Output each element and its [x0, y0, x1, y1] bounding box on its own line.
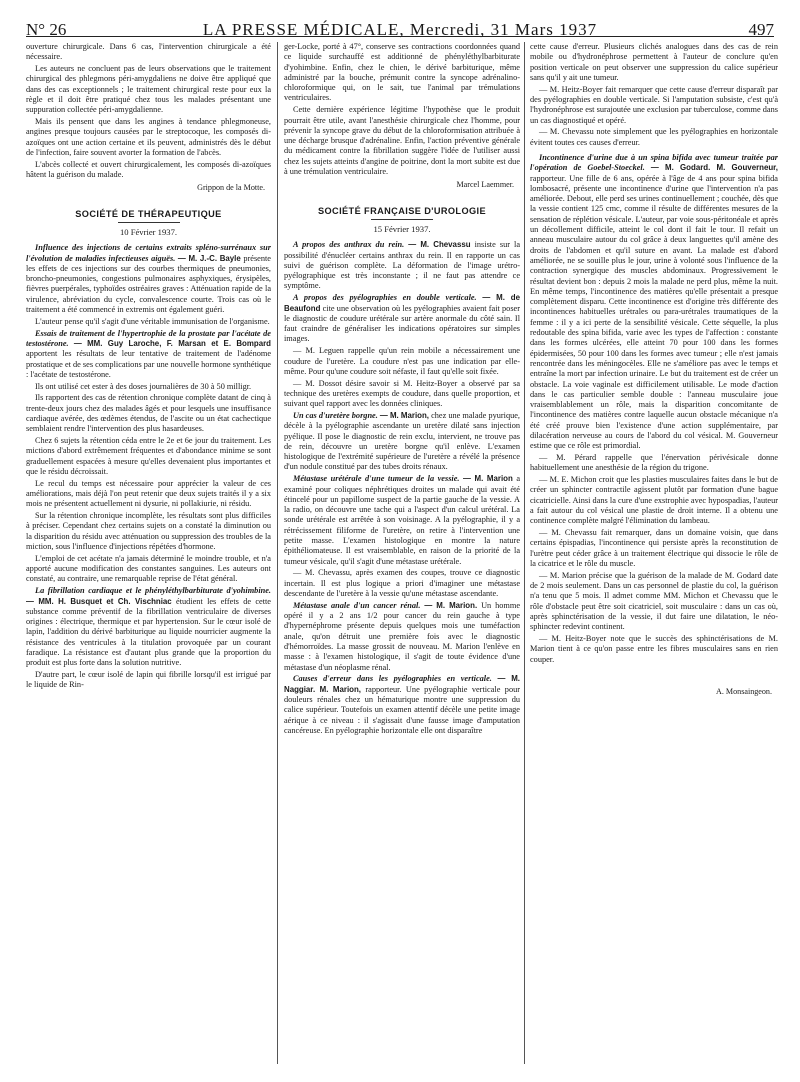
paragraph: Sur la rétention chronique incomplète, les résultats sont plus difficiles à préciser. Cependant chez certains sujets on a constaté la diminution ou la disparition du résidu avec atténuation ou suppression des troubles de la miction, sous l'influence d'injections répétées d'hormone.: [26, 511, 271, 552]
article-author: — M. Godard. M. Gouverneur,: [650, 163, 778, 173]
article-text: insiste sur la possibilité d'énucléer certains anthrax du rein. Il en rapporte un cas suivi de guérison complète. La déformation de l'image urétro-pyélographique est très inconstante ; il ne faut pas attendre ce symptôme.: [284, 240, 520, 291]
article-text: apportent les résultats de leur tentative de traitement de l'adénome prostatique et de ses complications par une nouvelle hormone synthétique : l'acétate de testostérone.: [26, 349, 271, 379]
article-author: — M. Marion,: [379, 411, 429, 420]
section-rule: [371, 219, 433, 220]
article: [26, 243, 271, 315]
section-rule: [118, 222, 180, 223]
paragraph: cette cause d'erreur. Plusieurs clichés analogues dans des cas de rein mobile ou d'hydronéphrose permettent à l'auteur de conclure qu'en position verticale on peut observer une suppression du calice supérieur sans qu'il y ait une tumeur.: [530, 42, 778, 82]
paragraph: Cette dernière expérience légitime l'hypothèse que le produit pourrait être utile, avant l'anesthésie chirurgicale chez l'homme, pour prévenir la syncope grave du début de la chloroformisation attribuée à une décharge brusque d'adrénaline. Enfin, l'action préventive générale du médicament contre la fibrillation suggère l'idée de l'utiliser aussi chez les sujets atteints d'angine de poitrine, dont la mort subite est due à une trémulation ventriculaire.: [284, 105, 520, 177]
article-text: cite une observation où les pyélographies avaient fait poser le diagnostic de coudure urétérale sur artère anormale du côté sain. Il faut craindre de généraliser les indications opératoires sur simples images.: [284, 303, 520, 344]
article-author: — M. Marion: [463, 474, 513, 484]
paragraph: Chez 6 sujets la rétention céda entre le 2e et 6e jour du traitement. Les mictions d'abord extrêmement fréquentes et d'abondance minime se sont graduellement espacées à mesure qu'elles devenaient plus importantes et que le résidu décroissait.: [26, 436, 271, 476]
article-author: — MM. H. Busquet et Ch. Vischniac: [26, 596, 172, 606]
article-author: — MM. Guy Laroche, F. Marsan et E. Bompard: [73, 338, 271, 348]
author-signature: Grippon de la Motte.: [197, 183, 265, 193]
article-author: — M. de Beaufond: [284, 293, 520, 313]
article: [26, 586, 271, 668]
article-text: présente les effets de ces injections sur des courbes thermiques de pneumonies, broncho-pneumonies, congestions pulmonaires asphyxiques, érysipèles, fièvres puerpérales, typhoïdes ostréaires graves : Atténuation rapide de la virulence, abréviation du cycle, convalescence courte. Trois cas où le traitement a été commencé in extremis ont également guéri.: [26, 253, 271, 315]
article-text: Un homme opéré il y a 2 ans 1/2 pour cancer du rein gauche à type d'hypernéphrome présente depuis quelques mois une tuméfaction anale, qu'on détruit une première fois avec le diagnostic d'hémorroïdes. La masse grossit de nouveau. M. Marion l'enlève en masse : à l'examen histologique, il s'agit de toute évidence d'une métastase d'un néoplasme rénal.: [284, 600, 520, 672]
page-number: 497: [748, 20, 774, 39]
paragraph: L'emploi de cet acétate n'a jamais déterminé le moindre trouble, et n'a apporté aucune modification des constantes sanguines. Les auteurs ont constaté, au contraire, une remarquable reprise de l'état général.: [26, 553, 271, 584]
article: [284, 674, 520, 736]
paragraph: — M. Dossot désire savoir si M. Heitz-Boyer a observé par sa technique des uretères exempts de coudure, dans quelle proportion, et suivant quel rapport avec les données cliniques.: [284, 378, 520, 409]
article-text: rapporteur. Une pyélographie verticale pour douleurs rénales chez un hématurique montre une suppression du calice supérieur. Toutefois un examen attentif décèle une petite image aérique à ce niveau : il s'agissait d'une fausse image d'amputation cancéreuse. En pyélographie horizontale elle ont disparaître: [284, 684, 520, 735]
column-left: [26, 42, 271, 1067]
paragraph: — M. Pérard rappelle que l'énervation périvésicale donne habituellement une anesthésie de la région du trigone.: [530, 453, 778, 473]
paragraph: — M. E. Michon croit que les plasties musculaires faites dans le but de créer un sphincter contractile agissent plutôt par formation d'une bague cicatricielle. Ainsi dans la cure d'une exstrophie avec hypospadias, l'auteur a fait autour du col vésical une plastie de droit interne. Il a obtenu une continence complète malgré l'élimination du lambeau.: [530, 475, 778, 526]
section-heading: SOCIÉTÉ FRANÇAISE D'UROLOGIE: [317, 205, 487, 216]
article-title: A propos des anthrax du rein.: [293, 240, 405, 250]
paragraph: Mais ils pensent que dans les angines à tendance phlegmoneuse, angines presque toujours causées par le streptocoque, les composés di-azoïques ont une action certaine et ils peuvent, administrés dès le début de l'infection, faire souvent avorter la formation de l'abcès.: [26, 117, 271, 157]
paragraph: L'abcès collecté et ouvert chirurgicalement, les composés di-azoïques hâtent la guérison du malade.: [26, 159, 271, 180]
paragraph: Ils ont utilisé cet ester à des doses journalières de 30 à 50 milligr.: [35, 381, 252, 391]
section-heading: SOCIÉTÉ DE THÉRAPEUTIQUE: [75, 208, 222, 219]
article: [284, 293, 520, 344]
article-text: a examiné pour coliques néphrétiques droites un malade qui avait été étincelé pour un papillome suspect de la partie gauche de la vessie. A la radio, on découvre une tache qui a l'aspect d'un calcul urétéral. La sonde urétérale est arrêtée à son voisinage. A la pyélographie, il y a rétrécissement filiforme de l'uretère, on retire à l'intervention une petite masse. L'examen histologique en montre la nature épithéliomateuse. Il est vraisemblable, en raison de la priorité de la tumeur vésicale, qu'il s'agit d'une métastase urétérale.: [284, 474, 520, 566]
paragraph: — M. Leguen rappelle qu'un rein mobile a nécessairement une coudure de l'uretère. La coudure n'est pas une indication par elle-même. Pour qu'une coudure soit néfaste, il faut qu'elle soit fixée.: [284, 346, 520, 376]
article-author: — M. Marion.: [424, 600, 478, 610]
session-date: 10 Février 1937.: [119, 226, 178, 237]
column-divider: [524, 42, 525, 1064]
article-title: Influence des injections de certains extraits spléno-surrénaux sur l'évolution de maladies infectieuses aiguës.: [26, 243, 271, 263]
article-title: Essais de traitement de l'hypertrophie de la prostate par l'acétate de testostérone.: [26, 328, 271, 348]
article-text: étudient les effets de cette substance comme préventif de la fibrillation ventriculaire de diverses origines : électrique, thermique et par hypertension. Sur le cœur isolé de lapin, l'addition du dérivé barbiturique au liquide nourricier augmente la résistance des ventricules à la titulation provoquée par un courant faradique. La résistance est d'autant plus grande que la proportion du produit est plus forte dans la solution nutritive.: [26, 596, 271, 668]
article: [284, 474, 520, 567]
article-author: — M. Chevassu: [408, 240, 471, 250]
paragraph: — M. Heitz-Boyer fait remarquer que cette cause d'erreur disparaît par des pyélographies en double verticale. Si l'amputation subsiste, c'est qu'à l'hydronéphrose est surajoutée une exclusion par tuberculose, comme dans un cas diagnostiqué et opéré.: [530, 84, 778, 125]
paragraph: Ils rapportent des cas de rétention chronique complète datant de cinq à trente-deux jours chez des malades âgés et pour lesquels une insuffisance cardiaque avérée, des œdèmes étendus, de l'ascite ou un état cachectique semblaient rendre l'intervention des plus hasardeuses.: [26, 393, 271, 434]
author-signature: A. Monsaingeon.: [716, 687, 772, 697]
article-title: Métastase anale d'un cancer rénal.: [293, 600, 421, 610]
article-title: A propos des pyélographies en double verticale.: [293, 293, 477, 303]
issue-number: N° 26: [26, 20, 67, 39]
paragraph: D'autre part, le cœur isolé de lapin qui fibrille lorsqu'il est irrigué par le liquide de Rin-: [26, 670, 271, 690]
paragraph: — M. Heitz-Boyer note que le succès des sphinctérisations de M. Marion tient à ce qu'on passe entre les fibres musculaires sans en rien couper.: [530, 634, 778, 664]
article-text: rapporteur. Une fille de 6 ans, opérée à l'âge de 4 ans pour spina bifida lombosacré, présente une incontinence d'urine que l'intervention n'a pas améliorée. Debout, elle perd ses urines continuellement ; couchée, dès que la vessie contient 125 cmc, comme il résulte de différentes mesures de la sensation de réplétion vésicale. L'auteur, par voie sous-péritonéale et après un décollement difficile, atteint le col dont il fait le tour. Il refait un anneau musculaire autour du col grâce à deux languettes qu'il amène des droits de l'abdomen et qu'il suture en avant. La malade est d'abord améliorée, ne se souille plus le jour, urine à volonté sous l'influence de la contraction synergique des muscles abdominaux. Progressivement le résultat devient bon : depuis 2 mois la malade ne perd plus, même la nuit. En même temps, l'incontinence des matières qu'elle présentait a presque complètement disparu. Cette incontinence est d'origine très différente des incontinences habituelles urétrales ou para-urétrales traumatiques de la femme : il y a ici perte de la sensibilité vésicale. Cette séquelle, la plus redoutable des spina bifida, varie avec les types de l'affection : constante dans les formes ulcérées, elle atteint 70 pour 100 dans les formes épidermisées, 50 pour 100 dans les formes avec tumeur ; elle n'est jamais rencontrée dans les méningocèles. Elle ne s'améliore pas avec le temps et entraîne la mort par infection urinaire. Le but du traitement est de créer un obstacle. La voie vaginale est difficilement utilisable. Le mode d'action dans le cas particulier semble double : l'anneau musculaire joue vraisemblablement un rôle, mais la disparition concomitante de l'incontinence des matières contre laquelle aucun obstacle mécanique n'a été créé prouve bien l'existence d'une action supplémentaire, par dilacération nerveuse au cours de l'abord du col vésical. M. Gouverneur estime que ce rôle est primordial.: [530, 173, 778, 451]
session-date: 15 Février 1937.: [373, 223, 431, 234]
article-text: chez une malade pyurique, décèle à la pyélographie ascendante un uretère dilaté sans injection pyélique. Il pose le diagnostic de rein exclu, intervient, ne trouve pas de rein, découvre un uretère borgne qu'il enlève. L'examen histologique de l'extrémité supérieure de l'uretère a révélé la présence d'un nodule constitué par des tubes droits rénaux.: [284, 411, 520, 472]
page-header: [26, 6, 774, 40]
article: [284, 240, 520, 291]
paragraph: ouverture chirurgicale. Dans 6 cas, l'intervention chirurgicale a été nécessaire.: [26, 42, 271, 62]
paragraph: — M. Chevassu fait remarquer, dans un domaine voisin, que dans certains épispadias, l'incontinence qui persiste après la reconstitution de l'urètre peut céder grâce à un traitement électrique qui dissocie le rôle de la cicatrice et le rôle du muscle.: [530, 528, 778, 569]
article-title: La fibrillation cardiaque et le phényléthylbarbiturate d'yohimbine.: [35, 586, 271, 596]
header-rule: [26, 36, 774, 37]
paragraph: Les auteurs ne concluent pas de leurs observations que le traitement chirurgical des phlegmons péri-amygdaliens ne doive être appliqué que dans des cas exceptionnels ; le traitement chirurgical reste pour eux la règle et il doit être pratiqué chez tous les malades présentant une suppuration collectée péri-amygdalienne.: [26, 64, 271, 115]
paragraph: — M. Chevassu note simplement que les pyélographies en horizontale évitent toutes ces causes d'erreur.: [530, 127, 778, 147]
column-divider: [277, 42, 278, 1064]
paragraph: — M. Marion précise que la guérison de la malade de M. Godard date de 2 mois seulement. Dans un cas personnel de plastie du col, la guérison n'a tenu que 5 mois. Il admet comme MM. Michon et Chevassu que le rôle d'obstacle peut être soit cicatriciel, soit musculaire : dans un cas où, après sphinctérisation de la vessie, il dut faire une dilatation, le néo-sphincter redevint continent.: [530, 570, 778, 632]
paragraph: ger-Locke, porté à 47°, conserve ses contractions coordonnées quand ce liquide surchauffé est additionné de phényléthylbarbiturate d'yohimbine. Enfin, chez le chien, le dérivé barbiturique, même administré par la bouche, prémunit contre la syncope adrénalino-chloroformique qui, on le sait, tue l'animal par trémulations ventriculaires.: [284, 42, 520, 103]
author-signature: Marcel Laemmer.: [456, 180, 514, 190]
article: [284, 411, 520, 473]
article-title: Un cas d'uretère borgne.: [293, 411, 378, 420]
article-title: Incontinence d'urine due à un spina bifida avec tumeur traitée par l'opération de Goebel-Stoeckel.: [530, 152, 778, 173]
article: [284, 601, 520, 673]
article-title: Métastase urétérale d'une tumeur de la vessie.: [293, 474, 460, 484]
paragraph: L'auteur pense qu'il s'agit d'une véritable immunisation de l'organisme.: [35, 316, 270, 326]
article: [26, 329, 271, 380]
column-middle: [284, 42, 520, 1067]
journal-title: LA PRESSE MÉDICALE, Mercredi, 31 Mars 1937: [202, 20, 598, 39]
article-author: — M. J.-C. Bayle: [177, 253, 241, 263]
article-title: Causes d'erreur dans les pyélographies en verticale.: [293, 674, 492, 684]
article: [530, 153, 778, 452]
column-right: [530, 42, 778, 1067]
paragraph: — M. Chevassu, après examen des coupes, trouve ce diagnostic incertain. Il est plus logique a priori d'imaginer une métastase descendante de l'uretère à la vessie qu'une métastase ascendante.: [284, 568, 520, 599]
article-author: — M. Naggiar. M. Marion,: [284, 674, 520, 694]
paragraph: Le recul du temps est nécessaire pour apprécier la valeur de ces améliorations, mais déjà l'on peut retenir que deux sujets traités il y a six mois ne présentent actuellement ni dysurie, ni pollakiurie, ni résidu.: [26, 478, 271, 509]
